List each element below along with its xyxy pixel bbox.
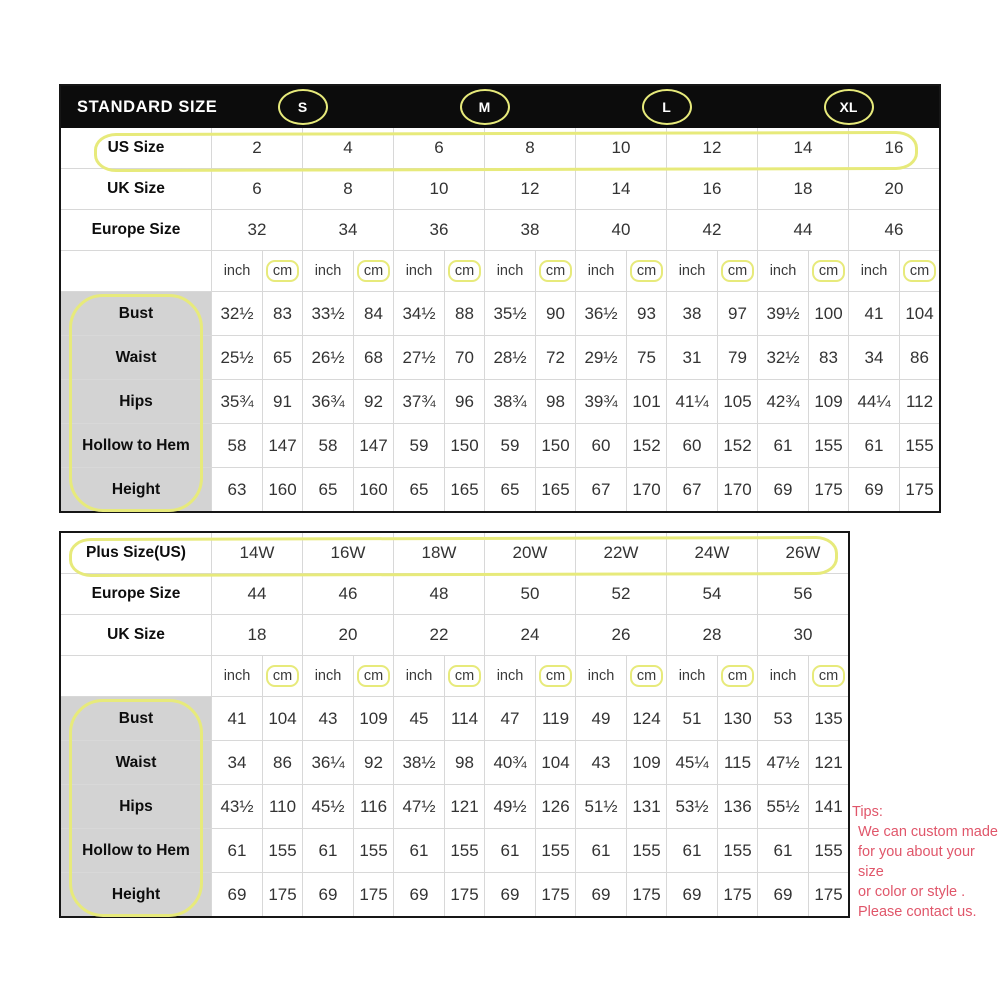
measure-value-cell: 97 xyxy=(718,292,757,335)
measure-value-cell: 92 xyxy=(354,380,393,423)
inch-header-cell: inch xyxy=(212,251,262,291)
measure-value-cell: 61 xyxy=(576,829,626,872)
measure-value-cell: 32½ xyxy=(758,336,808,379)
size-value-cell: 22 xyxy=(394,615,484,655)
measure-value-cell: 109 xyxy=(809,380,848,423)
size-value-cell: 24 xyxy=(485,615,575,655)
measure-value-cell: 155 xyxy=(900,424,939,467)
size-value-cell: 44 xyxy=(212,574,302,614)
measure-value-cell: 36¼ xyxy=(303,741,353,784)
measure-value-cell: 136 xyxy=(718,785,757,828)
measure-value-cell: 155 xyxy=(809,829,848,872)
measure-value-cell: 53 xyxy=(758,697,808,740)
measure-value-cell: 61 xyxy=(303,829,353,872)
measure-value-cell: 75 xyxy=(627,336,666,379)
measure-value-cell: 33½ xyxy=(303,292,353,335)
measure-value-cell: 91 xyxy=(263,380,302,423)
measure-value-cell: 61 xyxy=(394,829,444,872)
measure-value-cell: 131 xyxy=(627,785,666,828)
measure-value-cell: 124 xyxy=(627,697,666,740)
measure-value-cell: 165 xyxy=(536,468,575,511)
measure-row-label: Bust xyxy=(61,697,211,740)
measure-value-cell: 69 xyxy=(394,873,444,916)
measure-value-cell: 175 xyxy=(809,468,848,511)
standard-size-table xyxy=(59,84,941,513)
inch-header-cell: inch xyxy=(303,251,353,291)
measure-value-cell: 69 xyxy=(576,873,626,916)
measure-value-cell: 83 xyxy=(263,292,302,335)
size-group-letter-oval: XL xyxy=(824,89,874,125)
size-value-cell: 8 xyxy=(303,169,393,209)
inch-header-cell: inch xyxy=(758,251,808,291)
measure-value-cell: 135 xyxy=(809,697,848,740)
measure-value-cell: 59 xyxy=(394,424,444,467)
measure-value-cell: 35¾ xyxy=(212,380,262,423)
measure-row-label: Height xyxy=(61,873,211,916)
measure-value-cell: 55½ xyxy=(758,785,808,828)
measure-value-cell: 126 xyxy=(536,785,575,828)
cm-header-cell xyxy=(718,656,757,696)
cm-header-cell xyxy=(354,251,393,291)
size-value-cell: 46 xyxy=(303,574,393,614)
cm-header-cell xyxy=(263,251,302,291)
tips-line: or color or style . xyxy=(858,884,966,900)
measure-value-cell: 98 xyxy=(445,741,484,784)
measure-value-cell: 114 xyxy=(445,697,484,740)
measure-value-cell: 45 xyxy=(394,697,444,740)
custom-made-tips-note xyxy=(852,802,998,922)
measure-value-cell: 112 xyxy=(900,380,939,423)
unit-row-spacer xyxy=(61,656,211,696)
measure-value-cell: 41 xyxy=(212,697,262,740)
measure-value-cell: 150 xyxy=(445,424,484,467)
measure-value-cell: 175 xyxy=(809,873,848,916)
measure-value-cell: 175 xyxy=(263,873,302,916)
standard-size-title: STANDARD SIZE xyxy=(77,97,218,116)
measure-value-cell: 60 xyxy=(667,424,717,467)
measure-value-cell: 84 xyxy=(354,292,393,335)
measure-value-cell: 130 xyxy=(718,697,757,740)
measure-value-cell: 61 xyxy=(667,829,717,872)
measure-value-cell: 41 xyxy=(849,292,899,335)
row-label: Europe Size xyxy=(61,574,211,614)
measure-value-cell: 116 xyxy=(354,785,393,828)
cm-header-cell xyxy=(627,656,666,696)
cm-highlight-box: cm xyxy=(448,665,481,688)
measure-value-cell: 152 xyxy=(718,424,757,467)
measure-value-cell: 47½ xyxy=(758,741,808,784)
measure-value-cell: 69 xyxy=(212,873,262,916)
inch-header-cell: inch xyxy=(485,251,535,291)
measure-row-label: Bust xyxy=(61,292,211,335)
measure-value-cell: 25½ xyxy=(212,336,262,379)
size-value-cell: 14 xyxy=(576,169,666,209)
size-value-cell: 50 xyxy=(485,574,575,614)
measure-value-cell: 175 xyxy=(536,873,575,916)
size-value-cell: 12 xyxy=(667,128,757,168)
measure-value-cell: 67 xyxy=(576,468,626,511)
measure-value-cell: 72 xyxy=(536,336,575,379)
size-value-cell: 30 xyxy=(758,615,848,655)
inch-header-cell: inch xyxy=(212,656,262,696)
cm-highlight-box: cm xyxy=(630,665,663,688)
size-value-cell: 18W xyxy=(394,533,484,573)
measure-value-cell: 27½ xyxy=(394,336,444,379)
measure-value-cell: 98 xyxy=(536,380,575,423)
size-value-cell: 46 xyxy=(849,210,939,250)
measure-value-cell: 61 xyxy=(485,829,535,872)
measure-row-label: Hips xyxy=(61,380,211,423)
measure-value-cell: 155 xyxy=(536,829,575,872)
measure-value-cell: 38 xyxy=(667,292,717,335)
measure-value-cell: 58 xyxy=(303,424,353,467)
size-value-cell: 14 xyxy=(758,128,848,168)
size-value-cell: 16W xyxy=(303,533,393,573)
size-value-cell: 24W xyxy=(667,533,757,573)
tips-title: Tips: xyxy=(852,804,883,820)
measure-value-cell: 70 xyxy=(445,336,484,379)
size-value-cell: 40 xyxy=(576,210,666,250)
size-value-cell: 26 xyxy=(576,615,666,655)
measure-value-cell: 83 xyxy=(809,336,848,379)
measure-value-cell: 38¾ xyxy=(485,380,535,423)
measure-value-cell: 34½ xyxy=(394,292,444,335)
measure-value-cell: 53½ xyxy=(667,785,717,828)
inch-header-cell: inch xyxy=(758,656,808,696)
size-value-cell: 12 xyxy=(485,169,575,209)
cm-highlight-box: cm xyxy=(357,665,390,688)
size-value-cell: 8 xyxy=(485,128,575,168)
row-label: UK Size xyxy=(61,615,211,655)
measure-value-cell: 61 xyxy=(758,424,808,467)
size-value-cell: 18 xyxy=(212,615,302,655)
size-value-cell: 2 xyxy=(212,128,302,168)
cm-header-cell xyxy=(900,251,939,291)
inch-header-cell: inch xyxy=(667,656,717,696)
cm-highlight-box: cm xyxy=(448,260,481,283)
row-label: US Size xyxy=(61,128,211,168)
size-value-cell: 54 xyxy=(667,574,757,614)
measure-value-cell: 79 xyxy=(718,336,757,379)
measure-value-cell: 26½ xyxy=(303,336,353,379)
size-value-cell: 48 xyxy=(394,574,484,614)
standard-size-grid xyxy=(61,128,939,511)
standard-size-header-band xyxy=(61,86,939,128)
tips-lines xyxy=(852,822,998,922)
measure-value-cell: 42¾ xyxy=(758,380,808,423)
measure-value-cell: 175 xyxy=(445,873,484,916)
measure-value-cell: 88 xyxy=(445,292,484,335)
size-value-cell: 38 xyxy=(485,210,575,250)
measure-value-cell: 155 xyxy=(809,424,848,467)
inch-header-cell: inch xyxy=(394,656,444,696)
measure-value-cell: 121 xyxy=(809,741,848,784)
tips-line: for you about your size xyxy=(858,844,975,880)
measure-value-cell: 68 xyxy=(354,336,393,379)
cm-highlight-box: cm xyxy=(721,260,754,283)
measure-value-cell: 49 xyxy=(576,697,626,740)
size-value-cell: 10 xyxy=(394,169,484,209)
measure-value-cell: 155 xyxy=(627,829,666,872)
measure-value-cell: 63 xyxy=(212,468,262,511)
size-group-letter-oval: S xyxy=(278,89,328,125)
measure-value-cell: 44¼ xyxy=(849,380,899,423)
tips-line: We can custom made xyxy=(858,824,998,840)
measure-row-label: Hollow to Hem xyxy=(61,424,211,467)
cm-header-cell xyxy=(536,251,575,291)
size-value-cell: 18 xyxy=(758,169,848,209)
cm-header-cell xyxy=(627,251,666,291)
measure-value-cell: 49½ xyxy=(485,785,535,828)
row-label: Europe Size xyxy=(61,210,211,250)
measure-value-cell: 65 xyxy=(263,336,302,379)
plus-size-grid xyxy=(61,533,848,916)
measure-value-cell: 40¾ xyxy=(485,741,535,784)
size-value-cell: 6 xyxy=(394,128,484,168)
cm-highlight-box: cm xyxy=(903,260,936,283)
measure-value-cell: 47 xyxy=(485,697,535,740)
cm-header-cell xyxy=(445,656,484,696)
inch-header-cell: inch xyxy=(303,656,353,696)
cm-header-cell xyxy=(718,251,757,291)
inch-header-cell: inch xyxy=(667,251,717,291)
measure-value-cell: 105 xyxy=(718,380,757,423)
measure-row-label: Waist xyxy=(61,336,211,379)
row-label: UK Size xyxy=(61,169,211,209)
inch-header-cell: inch xyxy=(849,251,899,291)
size-value-cell: 16 xyxy=(667,169,757,209)
cm-highlight-box: cm xyxy=(266,665,299,688)
size-value-cell: 22W xyxy=(576,533,666,573)
measure-value-cell: 104 xyxy=(900,292,939,335)
size-value-cell: 34 xyxy=(303,210,393,250)
measure-value-cell: 90 xyxy=(536,292,575,335)
cm-header-cell xyxy=(445,251,484,291)
size-value-cell: 36 xyxy=(394,210,484,250)
measure-value-cell: 121 xyxy=(445,785,484,828)
measure-value-cell: 155 xyxy=(354,829,393,872)
measure-value-cell: 37¾ xyxy=(394,380,444,423)
measure-value-cell: 155 xyxy=(445,829,484,872)
tips-line: Please contact us. xyxy=(858,904,977,920)
measure-value-cell: 69 xyxy=(303,873,353,916)
measure-value-cell: 69 xyxy=(667,873,717,916)
size-group-letter-oval: M xyxy=(460,89,510,125)
measure-row-label: Height xyxy=(61,468,211,511)
measure-row-label: Waist xyxy=(61,741,211,784)
measure-value-cell: 67 xyxy=(667,468,717,511)
measure-value-cell: 51½ xyxy=(576,785,626,828)
measure-value-cell: 69 xyxy=(485,873,535,916)
measure-value-cell: 155 xyxy=(718,829,757,872)
measure-value-cell: 65 xyxy=(303,468,353,511)
measure-value-cell: 170 xyxy=(718,468,757,511)
cm-header-cell xyxy=(809,656,848,696)
measure-value-cell: 165 xyxy=(445,468,484,511)
measure-value-cell: 45½ xyxy=(303,785,353,828)
size-value-cell: 20W xyxy=(485,533,575,573)
measure-value-cell: 32½ xyxy=(212,292,262,335)
measure-value-cell: 65 xyxy=(485,468,535,511)
cm-highlight-box: cm xyxy=(539,260,572,283)
measure-value-cell: 60 xyxy=(576,424,626,467)
cm-highlight-box: cm xyxy=(539,665,572,688)
measure-value-cell: 43½ xyxy=(212,785,262,828)
size-group-letter-oval: L xyxy=(642,89,692,125)
measure-value-cell: 65 xyxy=(394,468,444,511)
size-value-cell: 6 xyxy=(212,169,302,209)
cm-highlight-box: cm xyxy=(721,665,754,688)
cm-highlight-box: cm xyxy=(630,260,663,283)
measure-value-cell: 61 xyxy=(758,829,808,872)
cm-highlight-box: cm xyxy=(266,260,299,283)
measure-value-cell: 58 xyxy=(212,424,262,467)
measure-value-cell: 59 xyxy=(485,424,535,467)
measure-row-label: Hips xyxy=(61,785,211,828)
size-value-cell: 28 xyxy=(667,615,757,655)
size-value-cell: 4 xyxy=(303,128,393,168)
measure-value-cell: 38½ xyxy=(394,741,444,784)
measure-value-cell: 43 xyxy=(576,741,626,784)
measure-value-cell: 119 xyxy=(536,697,575,740)
measure-value-cell: 104 xyxy=(263,697,302,740)
cm-header-cell xyxy=(263,656,302,696)
size-value-cell: 42 xyxy=(667,210,757,250)
measure-value-cell: 150 xyxy=(536,424,575,467)
measure-value-cell: 86 xyxy=(263,741,302,784)
measure-value-cell: 34 xyxy=(212,741,262,784)
measure-value-cell: 69 xyxy=(758,873,808,916)
size-value-cell: 52 xyxy=(576,574,666,614)
size-value-cell: 44 xyxy=(758,210,848,250)
unit-row-spacer xyxy=(61,251,211,291)
measure-value-cell: 41¼ xyxy=(667,380,717,423)
row-label: Plus Size(US) xyxy=(61,533,211,573)
measure-row-label: Hollow to Hem xyxy=(61,829,211,872)
measure-value-cell: 147 xyxy=(263,424,302,467)
measure-value-cell: 34 xyxy=(849,336,899,379)
measure-value-cell: 39¾ xyxy=(576,380,626,423)
measure-value-cell: 109 xyxy=(354,697,393,740)
size-value-cell: 16 xyxy=(849,128,939,168)
plus-size-table xyxy=(59,531,850,918)
measure-value-cell: 31 xyxy=(667,336,717,379)
inch-header-cell: inch xyxy=(394,251,444,291)
measure-value-cell: 35½ xyxy=(485,292,535,335)
measure-value-cell: 92 xyxy=(354,741,393,784)
inch-header-cell: inch xyxy=(576,251,626,291)
measure-value-cell: 86 xyxy=(900,336,939,379)
measure-value-cell: 61 xyxy=(849,424,899,467)
size-value-cell: 20 xyxy=(849,169,939,209)
measure-value-cell: 69 xyxy=(758,468,808,511)
measure-value-cell: 36½ xyxy=(576,292,626,335)
measure-value-cell: 141 xyxy=(809,785,848,828)
size-value-cell: 14W xyxy=(212,533,302,573)
measure-value-cell: 61 xyxy=(212,829,262,872)
measure-value-cell: 115 xyxy=(718,741,757,784)
measure-value-cell: 109 xyxy=(627,741,666,784)
measure-value-cell: 96 xyxy=(445,380,484,423)
measure-value-cell: 39½ xyxy=(758,292,808,335)
measure-value-cell: 110 xyxy=(263,785,302,828)
measure-value-cell: 155 xyxy=(263,829,302,872)
measure-value-cell: 29½ xyxy=(576,336,626,379)
measure-value-cell: 28½ xyxy=(485,336,535,379)
size-value-cell: 20 xyxy=(303,615,393,655)
measure-value-cell: 160 xyxy=(263,468,302,511)
cm-header-cell xyxy=(536,656,575,696)
measure-value-cell: 93 xyxy=(627,292,666,335)
size-value-cell: 10 xyxy=(576,128,666,168)
size-value-cell: 32 xyxy=(212,210,302,250)
size-value-cell: 56 xyxy=(758,574,848,614)
measure-value-cell: 175 xyxy=(718,873,757,916)
cm-highlight-box: cm xyxy=(812,665,845,688)
measure-value-cell: 45¼ xyxy=(667,741,717,784)
cm-header-cell xyxy=(809,251,848,291)
measure-value-cell: 175 xyxy=(900,468,939,511)
cm-header-cell xyxy=(354,656,393,696)
measure-value-cell: 43 xyxy=(303,697,353,740)
cm-highlight-box: cm xyxy=(357,260,390,283)
size-value-cell: 26W xyxy=(758,533,848,573)
cm-highlight-box: cm xyxy=(812,260,845,283)
measure-value-cell: 175 xyxy=(627,873,666,916)
measure-value-cell: 152 xyxy=(627,424,666,467)
measure-value-cell: 160 xyxy=(354,468,393,511)
measure-value-cell: 69 xyxy=(849,468,899,511)
measure-value-cell: 104 xyxy=(536,741,575,784)
measure-value-cell: 147 xyxy=(354,424,393,467)
inch-header-cell: inch xyxy=(576,656,626,696)
measure-value-cell: 100 xyxy=(809,292,848,335)
inch-header-cell: inch xyxy=(485,656,535,696)
measure-value-cell: 36¾ xyxy=(303,380,353,423)
measure-value-cell: 101 xyxy=(627,380,666,423)
measure-value-cell: 51 xyxy=(667,697,717,740)
measure-value-cell: 170 xyxy=(627,468,666,511)
measure-value-cell: 47½ xyxy=(394,785,444,828)
measure-value-cell: 175 xyxy=(354,873,393,916)
